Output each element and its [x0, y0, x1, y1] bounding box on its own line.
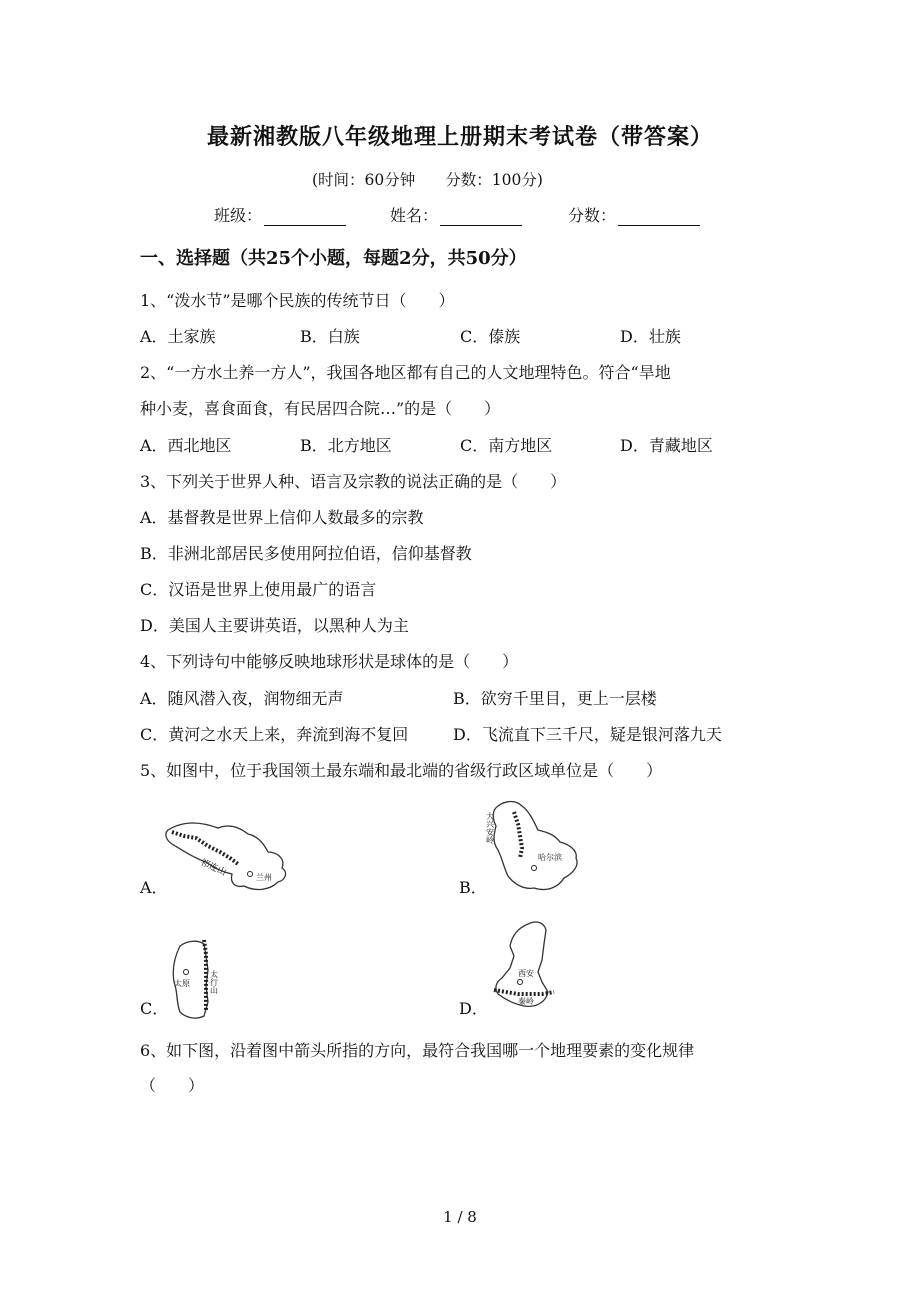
- name-label: 姓名：: [390, 206, 439, 225]
- q1-option-c[interactable]: C．傣族: [460, 327, 521, 346]
- score-field: [568, 203, 700, 226]
- shanxi-city-label: 太原: [174, 979, 190, 988]
- q5-option-d[interactable]: D．: [459, 999, 488, 1018]
- gansu-range-label: 祁连山: [198, 857, 228, 879]
- heilongjiang-map: [484, 798, 588, 898]
- exam-total-score: 分数：100分): [445, 171, 543, 189]
- q2-option-d[interactable]: D．青藏地区: [620, 436, 713, 455]
- class-field: [214, 203, 346, 226]
- q3-option-c[interactable]: C．汉语是世界上使用最广的语言: [140, 580, 377, 599]
- q4-option-a[interactable]: A．随风潜入夜，润物细无声: [140, 689, 344, 708]
- question-4: 4、下列诗句中能够反映地球形状是球体的是（ ）: [140, 652, 519, 671]
- page-title: 最新湘教版八年级地理上册期末考试卷（带答案）: [206, 124, 713, 150]
- page-number: 1 / 8: [443, 1208, 477, 1226]
- q1-option-a[interactable]: A．土家族: [140, 327, 216, 346]
- section-heading: 一、选择题（共25个小题，每题2分，共50分）: [140, 248, 527, 269]
- q1-option-d[interactable]: D．壮族: [620, 327, 681, 346]
- shaanxi-city-label: 西安: [518, 969, 534, 978]
- q4-option-d[interactable]: D．飞流直下三千尺，疑是银河落九天: [453, 725, 722, 744]
- shaanxi-range-label: 秦岭: [518, 997, 534, 1006]
- name-field: [390, 203, 522, 226]
- q3-option-d[interactable]: D．美国人主要讲英语，以黑种人为主: [140, 616, 409, 635]
- q4-option-c[interactable]: C．黄河之水天上来，奔流到海不复回: [140, 725, 409, 744]
- question-6-line2: （ ）: [140, 1076, 205, 1095]
- hlj-range-label: 大兴安岭: [485, 812, 495, 844]
- q5-option-c[interactable]: C．: [140, 999, 169, 1018]
- q4-option-b[interactable]: B．欲穷千里目，更上一层楼: [453, 689, 657, 708]
- question-6-line1: 6、如下图，沿着图中箭头所指的方向，最符合我国哪一个地理要素的变化规律: [140, 1041, 695, 1060]
- q1-option-b[interactable]: B．白族: [300, 327, 360, 346]
- shanxi-map: [166, 936, 236, 1022]
- hlj-city-label: 哈尔滨: [538, 853, 562, 862]
- exam-time: (时间：60分钟: [312, 171, 416, 189]
- q5-option-b[interactable]: B．: [459, 878, 487, 897]
- q2-option-b[interactable]: B．北方地区: [300, 436, 392, 455]
- question-2-line1: 2、“一方水土养一方人”，我国各地区都有自己的人文地理特色。符合“旱地: [140, 363, 671, 382]
- score-blank[interactable]: [618, 207, 700, 226]
- gansu-map: [164, 808, 298, 894]
- question-1: 1、“泼水节”是哪个民族的传统节日（ ）: [140, 291, 455, 310]
- gansu-city-label: 兰州: [256, 873, 272, 882]
- question-3: 3、下列关于世界人种、语言及宗教的说法正确的是（ ）: [140, 472, 567, 491]
- class-blank[interactable]: [264, 207, 346, 226]
- q2-option-c[interactable]: C．南方地区: [460, 436, 553, 455]
- question-5: 5、如图中，位于我国领土最东端和最北端的省级行政区域单位是（ ）: [140, 761, 663, 780]
- shanxi-range-label: 太行山: [209, 970, 219, 994]
- q3-option-a[interactable]: A．基督教是世界上信仰人数最多的宗教: [140, 508, 424, 527]
- shaanxi-map: [488, 918, 564, 1012]
- question-2-line2: 种小麦，喜食面食，有民居四合院…”的是（ ）: [140, 399, 501, 418]
- name-blank[interactable]: [440, 207, 522, 226]
- class-label: 班级：: [214, 206, 263, 225]
- q3-option-b[interactable]: B．非洲北部居民多使用阿拉伯语，信仰基督教: [140, 544, 472, 563]
- exam-meta: [312, 168, 543, 190]
- q2-option-a[interactable]: A．西北地区: [140, 436, 232, 455]
- score-label: 分数：: [568, 206, 617, 225]
- q5-option-a[interactable]: A．: [140, 878, 168, 897]
